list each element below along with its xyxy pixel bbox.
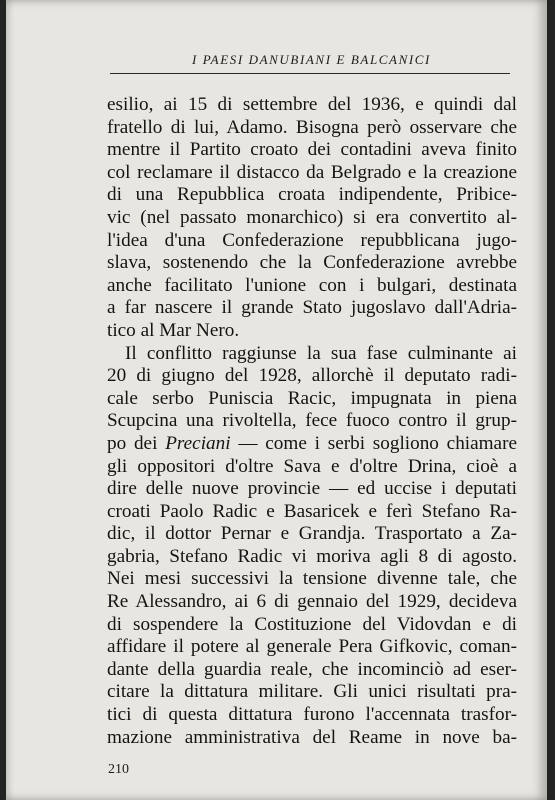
italic-term-preciani: Preciani bbox=[165, 432, 231, 454]
text-line-7: l'idea d'una Confederazione repubblicana jugo- bbox=[107, 229, 517, 251]
text-line-20: dic, il dottor Pernar e Grandja. Trasportato a Za- bbox=[107, 523, 517, 545]
running-head: I PAESI DANUBIANI E BALCANICI bbox=[192, 52, 431, 67]
text-line-5: di una Repubblica croata indipendente, Pribice- bbox=[107, 184, 517, 206]
book-page bbox=[6, 0, 547, 800]
text-line-25: affidare il potere al generale Pera Gifkovic, coman- bbox=[107, 636, 517, 658]
text-line-4: col reclamare il distacco da Belgrado e la creazione bbox=[107, 161, 517, 183]
text-line-1: esilio, ai 15 di settembre del 1936, e quindi dal bbox=[107, 94, 517, 115]
text-line-17: gli oppositori d'oltre Sava e d'oltre Drina, cioè a bbox=[107, 455, 517, 477]
text-line-15: Scupcina una rivoltella, fece fuoco contro il grup- bbox=[107, 410, 517, 432]
text-line-12: Il conflitto raggiunse la sua fase culminante ai bbox=[125, 342, 517, 364]
text-line-2: fratello di lui, Adamo. Bisogna però osservare che bbox=[107, 116, 517, 138]
text-line-18: dire delle nuove provincie — ed uccise i deputati bbox=[107, 478, 517, 500]
text-line-9: anche facilitato l'unione con i bulgari, destinata bbox=[107, 274, 517, 296]
text-line-8: slava, sostenendo che la Confederazione avrebbe bbox=[107, 252, 517, 274]
text-line-16 bbox=[107, 433, 517, 456]
text-line-23: Re Alessandro, ai 6 di gennaio del 1929, decideva bbox=[107, 591, 517, 613]
text-line-28: tici di questa dittatura furono l'accennata trasfor- bbox=[107, 704, 517, 726]
text-line-29: mazione amministrativa del Reame in nove ba- bbox=[107, 726, 517, 748]
text-line-16-prefix: po dei bbox=[107, 432, 166, 454]
text-line-22: Nei mesi successivi la tensione divenne tale, che bbox=[107, 568, 517, 590]
text-line-26: dante della guardia reale, che incominciò ad eser- bbox=[107, 658, 517, 680]
text-line-10: a far nascere il grande Stato jugoslavo dall'Adria- bbox=[107, 297, 517, 319]
text-line-24: di sospendere la Costituzione del Vidovdan e di bbox=[107, 613, 517, 635]
text-line-16-suffix: — come i serbi sogliono chiamare bbox=[230, 432, 517, 454]
text-line-19: croati Paolo Radic e Basaricek e ferì Stefano Ra- bbox=[107, 500, 517, 522]
text-line-13: 20 di giugno del 1928, allorchè il deputato radi- bbox=[107, 365, 517, 387]
body-text bbox=[107, 94, 517, 749]
text-line-21: gabria, Stefano Radic vi moriva agli 8 di agosto. bbox=[107, 545, 517, 567]
page-number: 210 bbox=[108, 762, 129, 777]
header-rule bbox=[110, 73, 510, 74]
text-line-6: vic (nel passato monarchico) si era convertito al- bbox=[107, 206, 517, 228]
text-line-14: cale serbo Puniscia Racic, impugnata in piena bbox=[107, 387, 517, 409]
text-line-11: tico al Mar Nero. bbox=[107, 319, 240, 341]
text-line-3: mentre il Partito croato dei contadini aveva finito bbox=[107, 139, 517, 161]
text-line-27: citare la dittatura militare. Gli unici risultati pra- bbox=[107, 681, 517, 703]
